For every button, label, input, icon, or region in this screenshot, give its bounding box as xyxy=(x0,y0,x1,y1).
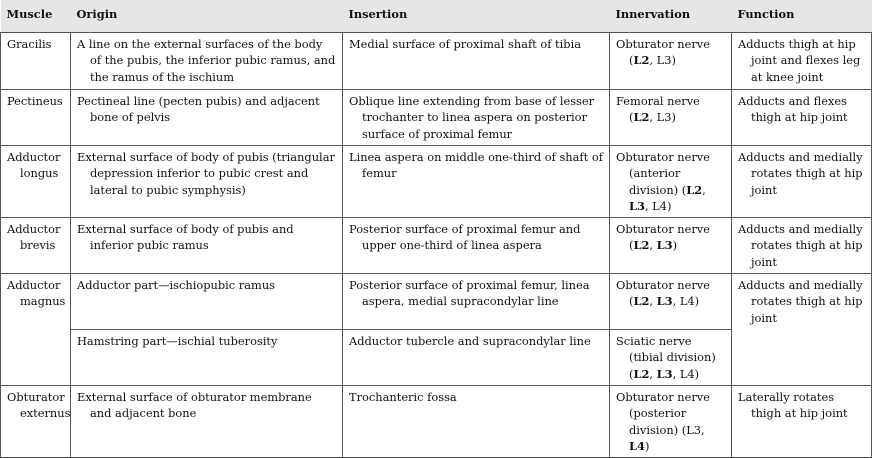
muscle-cell xyxy=(1,33,71,90)
origin-text: External surface of body of pubis and inferior pubic ramus xyxy=(77,222,294,253)
innervation-root-major: L2 xyxy=(633,366,650,381)
header-insertion: Insertion xyxy=(343,0,610,33)
innervation-root-major: L2 xyxy=(633,53,650,68)
muscle-cell xyxy=(1,90,71,146)
table-row xyxy=(1,33,872,90)
innervation-sep: , xyxy=(649,294,657,309)
innervation-root-major: L3 xyxy=(656,366,673,381)
innervation-rest: ) xyxy=(672,238,678,253)
innervation-text xyxy=(616,36,725,69)
origin-cell xyxy=(71,386,343,458)
muscle-name: Adductor magnus xyxy=(7,278,66,309)
innervation-root-major: L2 xyxy=(633,110,650,125)
innervation-root-major: L3 xyxy=(656,238,673,253)
innervation-cell xyxy=(610,33,732,90)
function-cell xyxy=(732,33,872,90)
origin-text: Pectineal line (pecten pubis) and adjacent bone of pelvis xyxy=(77,94,320,125)
insertion-text: Oblique line extending from base of lesser trochanter to linea aspera on posterior surface of proximal femur xyxy=(349,94,595,141)
insertion-text: Linea aspera on middle one-third of shaft of femur xyxy=(349,150,603,181)
origin-cell xyxy=(71,90,343,146)
innervation-sep: , xyxy=(649,238,657,253)
header-row xyxy=(1,0,872,33)
innervation-cell xyxy=(610,330,732,386)
innervation-text xyxy=(616,333,725,382)
origin-cell xyxy=(71,274,343,330)
origin-text: External surface of body of pubis (triangular depression inferior to pubic crest and lateral to pubic symphysis) xyxy=(77,150,335,197)
insertion-text: Trochanteric fossa xyxy=(349,390,457,405)
innervation-text xyxy=(616,93,725,126)
muscle-cell xyxy=(1,386,71,458)
insertion-text: Posterior surface of proximal femur, linea aspera, medial supracondylar line xyxy=(349,278,590,309)
muscle-name: Gracilis xyxy=(7,37,52,51)
muscle-cell xyxy=(1,146,71,218)
table-row xyxy=(1,146,872,218)
muscle-name: Pectineus xyxy=(7,94,63,108)
innervation-root-major: L3 xyxy=(629,198,645,213)
insertion-cell xyxy=(343,90,610,146)
innervation-text xyxy=(616,149,725,214)
header-muscle: Muscle xyxy=(1,0,71,33)
insertion-cell xyxy=(343,274,610,330)
innervation-rest: , L3) xyxy=(649,110,676,125)
insertion-cell xyxy=(343,330,610,386)
innervation-pre: Obturator nerve (posterior division) (L3, xyxy=(616,390,710,437)
function-text: Adducts and medially rotates thigh at hip joint xyxy=(738,278,863,325)
innervation-root-major: L2 xyxy=(633,238,650,253)
table-row xyxy=(1,386,872,458)
innervation-pre: Obturator nerve ( xyxy=(616,222,710,253)
innervation-text xyxy=(616,389,725,454)
function-cell xyxy=(732,90,872,146)
function-cell xyxy=(732,274,872,386)
table-row xyxy=(1,274,872,330)
innervation-text xyxy=(616,221,725,254)
innervation-cell xyxy=(610,90,732,146)
innervation-pre: Sciatic nerve (tibial division) ( xyxy=(616,334,716,381)
muscle-name: Adductor longus xyxy=(7,150,61,181)
innervation-root-major: L3 xyxy=(656,294,673,309)
origin-text: Adductor part—ischiopubic ramus xyxy=(77,278,276,293)
innervation-rest: , L4) xyxy=(672,366,700,381)
innervation-root-major: L2 xyxy=(633,294,650,309)
innervation-pre: Obturator nerve (anterior division) ( xyxy=(616,150,710,197)
muscle-cell xyxy=(1,274,71,386)
muscle-cell xyxy=(1,218,71,274)
innervation-pre: Obturator nerve ( xyxy=(616,278,710,309)
insertion-cell xyxy=(343,33,610,90)
function-cell xyxy=(732,146,872,218)
function-text: Adducts and medially rotates thigh at hip joint xyxy=(738,222,863,269)
innervation-cell xyxy=(610,386,732,458)
function-cell xyxy=(732,218,872,274)
innervation-rest: , L4) xyxy=(644,198,672,213)
origin-cell xyxy=(71,218,343,274)
origin-text: A line on the external surfaces of the body of the pubis, the inferior pubic ramus, and the ramus of the ischium xyxy=(77,37,336,84)
table-row xyxy=(1,90,872,146)
insertion-cell xyxy=(343,218,610,274)
function-text: Laterally rotates thigh at hip joint xyxy=(738,390,848,421)
function-text: Adducts thigh at hip joint and flexes leg at knee joint xyxy=(738,37,861,84)
muscle-name: Obturator externus xyxy=(7,390,71,421)
header-innervation: Innervation xyxy=(610,0,732,33)
origin-text: External surface of obturator membrane and adjacent bone xyxy=(77,390,312,421)
innervation-pre: Obturator nerve ( xyxy=(616,37,710,68)
origin-text: Hamstring part—ischial tuberosity xyxy=(77,334,278,349)
innervation-rest: ) xyxy=(644,439,650,454)
insertion-text: Adductor tubercle and supracondylar line xyxy=(349,334,591,349)
innervation-pre: Femoral nerve ( xyxy=(616,94,700,125)
innervation-sep: , xyxy=(702,182,706,197)
origin-cell xyxy=(71,146,343,218)
innervation-rest: , L4) xyxy=(672,294,700,309)
origin-cell xyxy=(71,330,343,386)
innervation-sep: , xyxy=(649,366,657,381)
innervation-root-major: L4 xyxy=(629,439,645,454)
function-cell xyxy=(732,386,872,458)
insertion-cell xyxy=(343,386,610,458)
innervation-cell xyxy=(610,218,732,274)
origin-cell xyxy=(71,33,343,90)
innervation-root-major: L2 xyxy=(686,182,703,197)
function-text: Adducts and flexes thigh at hip joint xyxy=(738,94,848,125)
innervation-rest: , L3) xyxy=(649,53,676,68)
innervation-cell xyxy=(610,146,732,218)
innervation-text xyxy=(616,277,725,310)
insertion-text: Medial surface of proximal shaft of tibia xyxy=(349,37,582,51)
insertion-text: Posterior surface of proximal femur and upper one-third of linea aspera xyxy=(349,222,581,253)
function-text: Adducts and medially rotates thigh at hip joint xyxy=(738,150,863,197)
table-row xyxy=(1,218,872,274)
header-origin: Origin xyxy=(71,0,343,33)
insertion-cell xyxy=(343,146,610,218)
muscle-name: Adductor brevis xyxy=(7,222,61,253)
header-function: Function xyxy=(732,0,872,33)
innervation-cell xyxy=(610,274,732,330)
